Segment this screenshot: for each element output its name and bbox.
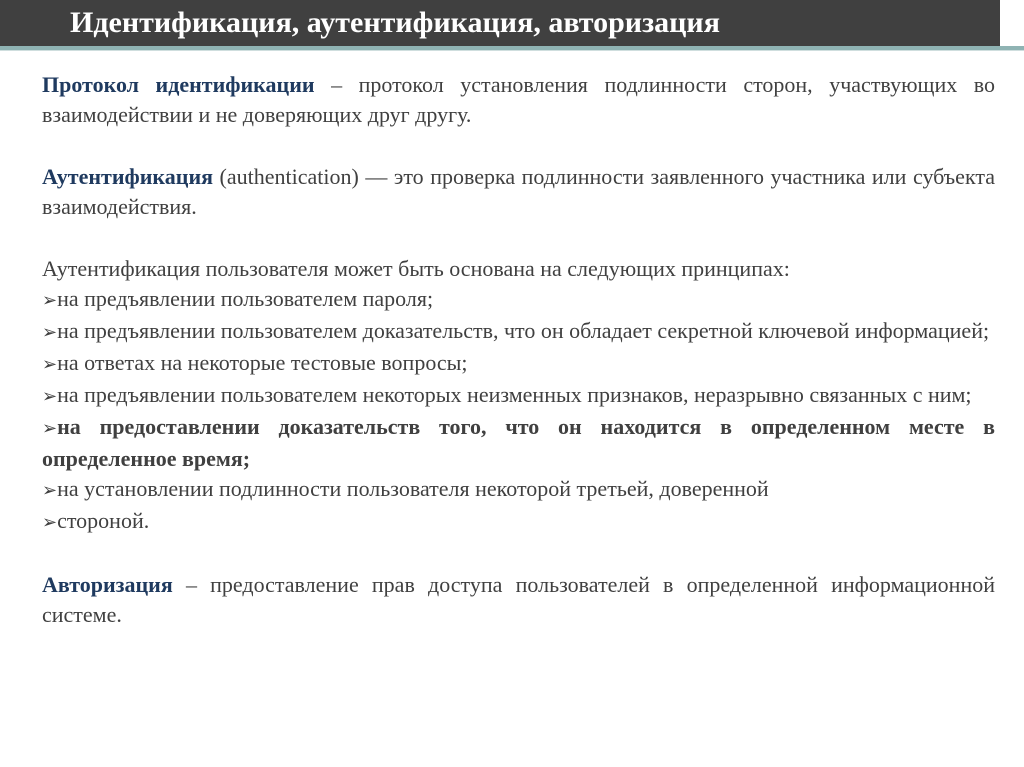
- arrow-bullet-icon: ➢: [42, 354, 58, 375]
- paragraph-principles-intro: Аутентификация пользователя может быть основана на следующих принципах:: [42, 256, 790, 281]
- arrow-bullet-icon: ➢: [42, 322, 58, 343]
- paragraph-identification: [42, 70, 995, 130]
- list-item: ➢на предъявлении пользователем некоторых неизменных признаков, неразрывно связанных с ним;: [42, 382, 972, 407]
- list-item: ➢на предоставлении доказательств того, что он находится в определенном месте в определенное время;: [42, 414, 995, 471]
- definition-authorization: – предоставление прав доступа пользователей в определенной информационной системе.: [42, 572, 995, 627]
- term-identification-protocol: Протокол идентификации: [42, 72, 315, 97]
- paragraph-authorization: [42, 570, 995, 630]
- arrow-bullet-icon: ➢: [42, 480, 58, 501]
- paragraph-authentication: [42, 162, 995, 222]
- list-item: ➢на предъявлении пользователем пароля;: [42, 286, 434, 311]
- term-authentication: Аутентификация: [42, 164, 214, 189]
- page-title: Идентификация, аутентификация, авторизация: [70, 6, 720, 39]
- term-authorization: Авторизация: [42, 572, 173, 597]
- slide-body: [42, 70, 995, 630]
- list-item: ➢на предъявлении пользователем доказательств, что он обладает секретной ключевой информацией;: [42, 318, 990, 343]
- principles-list: [42, 284, 995, 538]
- list-item: ➢на ответах на некоторые тестовые вопросы;: [42, 350, 468, 375]
- arrow-bullet-icon: ➢: [42, 512, 58, 533]
- arrow-bullet-icon: ➢: [42, 386, 58, 407]
- arrow-bullet-icon: ➢: [42, 418, 58, 439]
- list-item: ➢стороной.: [42, 508, 150, 533]
- accent-line-light: [0, 50, 1024, 51]
- list-item: ➢на установлении подлинности пользователя некоторой третьей, доверенной: [42, 476, 769, 501]
- definition-identification-protocol: – протокол установления подлинности сторон, участвующих во взаимодействии и не доверяющих друг другу.: [42, 72, 995, 127]
- definition-authentication: (authentication) — это проверка подлинности заявленного участника или субъекта взаимодействия.: [42, 164, 995, 219]
- arrow-bullet-icon: ➢: [42, 290, 58, 311]
